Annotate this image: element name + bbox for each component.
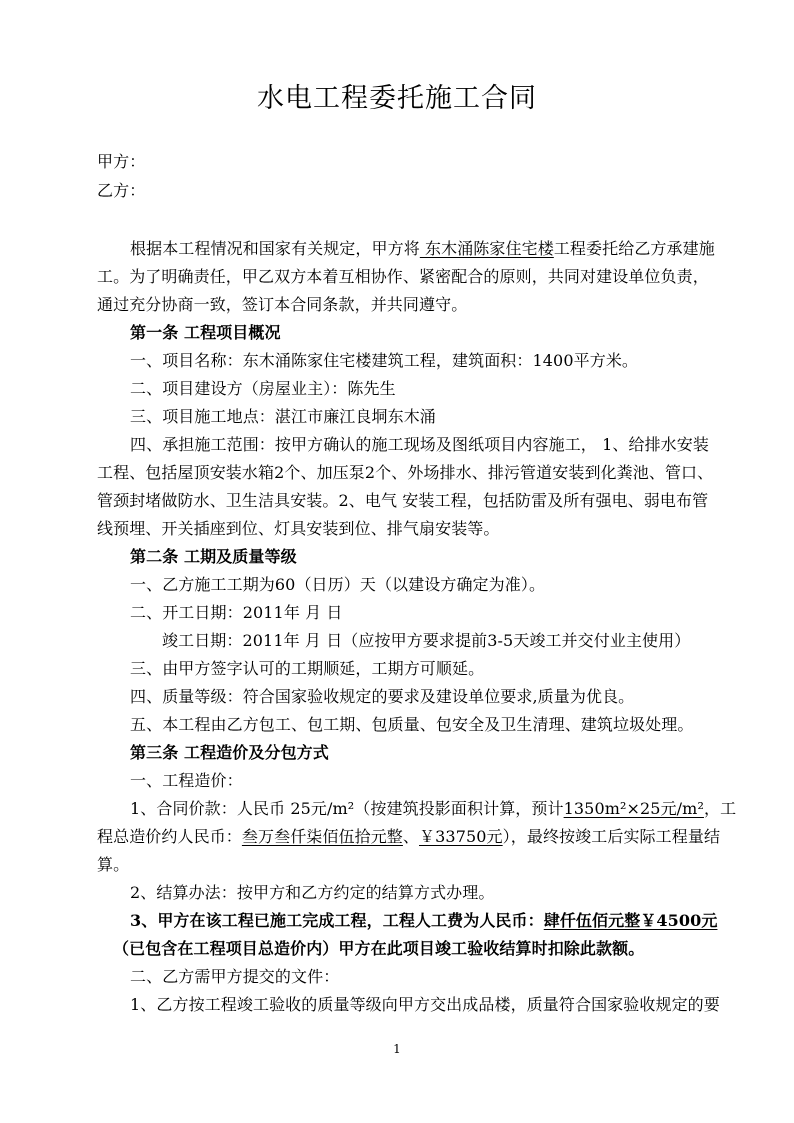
article-1-item-4-cont: 线预埋、开关插座到位、灯具安装到位、排气扇安装等。 (97, 519, 500, 538)
article-2-heading: 第二条 工期及质量等级 (130, 547, 297, 566)
article-2-item-1: 一、乙方施工工期为60（日历）天（以建设方确定为准）。 (130, 575, 546, 594)
labor-cost-text: 3、甲方在该工程已施工完成工程，工程人工费为人民币： (130, 911, 544, 930)
total-amount-figures: ￥33750元 (419, 827, 503, 846)
article-1-heading: 第一条 工程项目概况 (130, 323, 281, 342)
separator: 、 (402, 827, 420, 846)
article-3-subsection-1: 一、工程造价： (130, 771, 243, 790)
article-3-heading: 第三条 工程造价及分包方式 (130, 743, 329, 762)
contract-price-text: ，工 (703, 799, 737, 818)
labor-cost-amount: 肆仟伍佰元整￥4500元 (543, 911, 718, 930)
article-1-item-4: 四、承担施工范围：按甲方确认的施工现场及图纸项目内容施工， 1、给排水安装 (130, 435, 709, 454)
article-3-subsection-2: 二、乙方需甲方提交的文件： (130, 967, 340, 986)
labor-cost-line-1 (130, 910, 718, 932)
intro-line-2: 工。为了明确责任，甲乙双方本着互相协作、紧密配合的原则，共同对建设单位负责， (97, 267, 709, 286)
party-a-label: 甲方： (97, 152, 146, 171)
contract-price-line-1 (130, 798, 737, 820)
article-1-item-1: 一、项目名称：东木涌陈家住宅楼建筑工程，建筑面积：1400平方米。 (130, 351, 639, 370)
intro-line-1 (130, 238, 715, 260)
document-title: 水电工程委托施工合同 (257, 83, 537, 114)
article-1-item-4-cont: 管颈封堵做防水、卫生洁具安装。2、电气 安装工程，包括防雷及所有强电、弱电布管 (97, 491, 709, 510)
total-amount-words: 叁万叁仟柒佰伍拾元整 (241, 827, 403, 846)
intro-text: 根据本工程情况和国家有关规定，甲方将 (130, 239, 420, 258)
contract-price-text: ），最终按竣工后实际工程量结 (502, 827, 721, 846)
article-2-item-5: 五、本工程由乙方包工、包工期、包质量、包安全及卫生清理、建筑垃圾处理。 (130, 715, 694, 734)
article-2-item-2: 二、开工日期：2011年 月 日 (130, 603, 343, 622)
intro-line-3: 通过充分协商一致，签订本合同条款，并共同遵守。 (97, 295, 468, 314)
article-2-completion-date: 竣工日期：2011年 月 日（应按甲方要求提前3-5天竣工并交付业主使用） (162, 631, 691, 650)
contract-price-text: 1、合同价款：人民币 25元/m²（按建筑投影面积计算，预计 (130, 799, 564, 818)
article-1-item-2: 二、项目建设方（房屋业主）：陈先生 (130, 379, 396, 398)
article-2-item-4: 四、质量等级：符合国家验收规定的要求及建设单位要求,质量为优良。 (130, 687, 635, 706)
intro-text: 工程委托给乙方承建施 (553, 239, 715, 258)
project-name-underlined: 东木涌陈家住宅楼 (419, 239, 554, 258)
settlement-method: 2、结算办法：按甲方和乙方约定的结算方式办理。 (130, 883, 495, 902)
price-calculation-underlined: 1350m²×25元/m² (563, 799, 704, 818)
labor-cost-line-2: （已包含在工程项目总造价内）甲方在此项目竣工验收结算时扣除此款额。 (113, 939, 645, 958)
page-number: 1 (393, 1042, 401, 1056)
contract-price-line-2 (97, 826, 721, 848)
contract-price-text: 程总造价约人民币： (97, 827, 242, 846)
party-b-label: 乙方： (97, 181, 146, 200)
article-1-item-3: 三、项目施工地点：湛江市廉江良垌东木涌 (130, 407, 436, 426)
article-2-item-3: 三、由甲方签字认可的工期顺延，工期方可顺延。 (130, 659, 485, 678)
article-1-item-4-cont: 工程、包括屋顶安装水箱2个、加压泵2个、外场排水、排污管道安装到化粪池、管口、 (97, 463, 714, 482)
article-3-subsection-2-item-1: 1、乙方按工程竣工验收的质量等级向甲方交出成品楼，质量符合国家验收规定的要 (130, 995, 720, 1014)
contract-price-line-3: 算。 (97, 855, 130, 874)
